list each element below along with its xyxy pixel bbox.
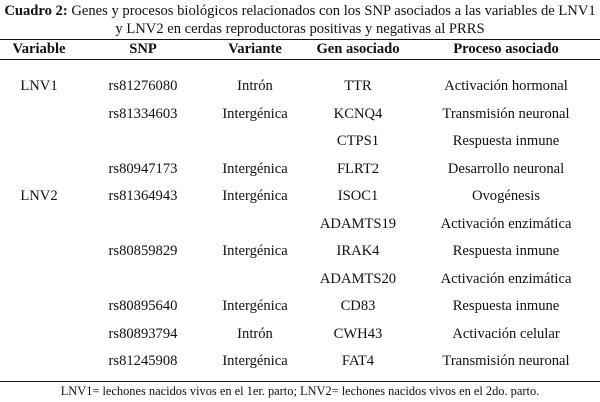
cell-process: Activación enzimática bbox=[440, 271, 572, 287]
header-gene: Gen asociado bbox=[316, 41, 400, 57]
cell-snp: rs80893794 bbox=[108, 326, 178, 342]
cell-process: Transmisión neuronal bbox=[442, 106, 570, 122]
caption-text: Genes y procesos biológicos relacionados con los SNP asociados a las variables de LNV1 y LNV2 en cerdas reproductoras positivas y negativas al PRRS bbox=[67, 3, 596, 37]
cell-process: Activación hormonal bbox=[444, 78, 568, 94]
cell-variant: Intergénica bbox=[222, 161, 288, 177]
cell-process: Activación enzimática bbox=[440, 216, 572, 232]
cell-variant: Intergénica bbox=[222, 243, 288, 259]
cell-gene: FAT4 bbox=[341, 353, 375, 369]
header-variable: Variable bbox=[12, 41, 66, 57]
bottom-rule bbox=[0, 381, 600, 382]
cell-process: Respuesta inmune bbox=[452, 243, 560, 259]
cell-process: Respuesta inmune bbox=[452, 133, 560, 149]
cell-snp: rs80859829 bbox=[108, 243, 178, 259]
header-process: Proceso asociado bbox=[453, 41, 559, 57]
cell-variant: Intergénica bbox=[222, 106, 288, 122]
cell-snp: rs81276080 bbox=[108, 78, 178, 94]
cell-snp: rs81334603 bbox=[108, 106, 178, 122]
cell-gene: CTPS1 bbox=[336, 133, 380, 149]
cell-process: Activación celular bbox=[452, 326, 560, 342]
cell-snp: rs80895640 bbox=[108, 298, 178, 314]
cell-snp: rs81245908 bbox=[108, 353, 178, 369]
header-snp: SNP bbox=[129, 41, 157, 57]
caption-label: Cuadro 2: bbox=[4, 3, 68, 19]
cell-gene: ADAMTS20 bbox=[319, 271, 397, 287]
header-variant: Variante bbox=[228, 41, 282, 57]
cell-gene: KCNQ4 bbox=[333, 106, 383, 122]
cell-variant: Intergénica bbox=[222, 353, 288, 369]
cell-gene: ADAMTS19 bbox=[319, 216, 397, 232]
cell-variable: LNV2 bbox=[20, 188, 58, 204]
cell-process: Desarrollo neuronal bbox=[447, 161, 565, 177]
cell-variable: LNV1 bbox=[20, 78, 58, 94]
cell-variant: Intergénica bbox=[222, 298, 288, 314]
cell-gene: IRAK4 bbox=[336, 243, 380, 259]
cell-variant: Intrón bbox=[237, 326, 273, 342]
cell-process: Transmisión neuronal bbox=[442, 353, 570, 369]
cell-gene: CWH43 bbox=[333, 326, 383, 342]
cell-gene: FLRT2 bbox=[336, 161, 380, 177]
cell-snp: rs81364943 bbox=[108, 188, 178, 204]
cell-process: Respuesta inmune bbox=[452, 298, 560, 314]
cell-gene: TTR bbox=[344, 78, 372, 94]
cell-gene: CD83 bbox=[340, 298, 376, 314]
table-caption bbox=[0, 2, 600, 38]
cell-variant: Intergénica bbox=[222, 188, 288, 204]
table-footnote: LNV1= lechones nacidos vivos en el 1er. parto; LNV2= lechones nacidos vivos en el 2do. parto. bbox=[60, 384, 540, 398]
cell-snp: rs80947173 bbox=[108, 161, 178, 177]
cell-variant: Intrón bbox=[237, 78, 273, 94]
cell-gene: ISOC1 bbox=[337, 188, 379, 204]
header-rule bbox=[0, 59, 600, 60]
cell-process: Ovogénesis bbox=[471, 188, 541, 204]
